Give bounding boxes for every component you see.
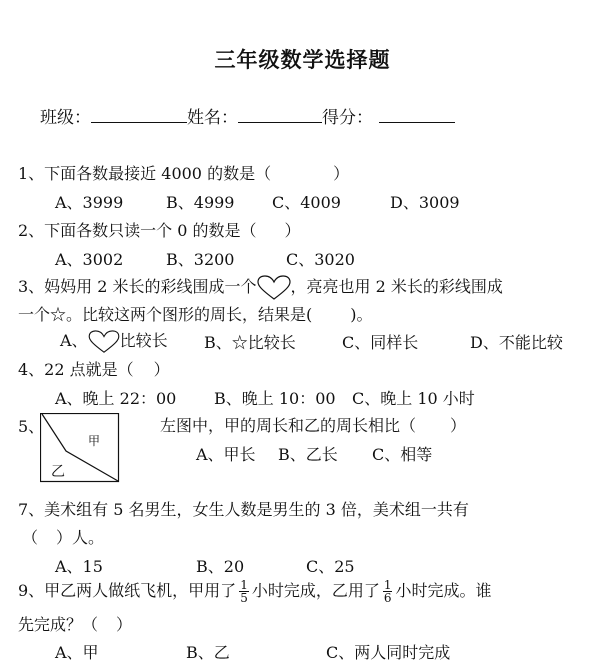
question-2-text: 2、下面各数只读一个 0 的数是（: [18, 221, 257, 240]
question-4-option-c: C、晚上 10 小时: [352, 389, 475, 408]
question-9-option-a: A、甲: [55, 643, 99, 662]
question-9-line-1: 9、甲乙两人做纸飞机，甲用了 $\frac{1}{5}$ 小时完成，乙用了 $\frac{1}{6}$ 小时完成。谁: [18, 578, 492, 605]
question-1-option-c: C、4009: [272, 193, 341, 212]
question-4-option-b: B、晚上 10：00: [214, 389, 336, 408]
question-4-text: 4、22 点就是（: [18, 360, 134, 379]
question-7-option-a: A、15: [55, 557, 103, 576]
question-5-option-b: B、乙长: [278, 445, 338, 464]
question-2-option-a: A、3002: [55, 250, 124, 269]
question-5-text: 左图中，甲的周长和乙的周长相比（ ）: [160, 416, 467, 435]
question-9-line-2: 先完成？（ ）: [18, 615, 133, 634]
question-3-line-1: 3、妈妈用 2 米长的彩线围成一个 ，亮亮也用 2 米长的彩线围成: [18, 274, 503, 301]
score-label: 得分：: [322, 108, 373, 128]
question-1-option-a: A、3999: [55, 193, 124, 212]
question-1: 1、下面各数最接近 4000 的数是（ ）: [18, 164, 350, 183]
page-title: 三年级数学选择题: [214, 47, 391, 72]
class-label: 班级：: [40, 108, 91, 128]
name-blank[interactable]: [238, 108, 322, 123]
question-9-option-c: C、两人同时完成: [326, 643, 451, 662]
question-3-option-d: D、不能比较: [470, 333, 563, 352]
question-7-line-1: 7、美术组有 5 名男生，女生人数是男生的 3 倍，美术组一共有: [18, 500, 469, 519]
question-4: 4、22 点就是（ ）: [18, 360, 170, 379]
fraction-one-fifth: $\frac{1}{5}$: [240, 578, 248, 605]
question-9-option-b: B、乙: [186, 643, 230, 662]
question-5-option-a: A、甲长: [196, 445, 256, 464]
question-4-option-a: A、晚上 22：00: [55, 389, 177, 408]
question-3-line-2: 一个☆。比较这两个图形的周长，结果是( )。: [18, 305, 373, 324]
question-3-option-c: C、同样长: [342, 333, 419, 352]
question-7-option-c: C、25: [306, 557, 355, 576]
heart-icon: [88, 330, 120, 354]
question-1-option-d: D、3009: [390, 193, 460, 212]
question-1-option-b: B、4999: [166, 193, 235, 212]
fraction-one-sixth: $\frac{1}{6}$: [383, 578, 392, 605]
question-2-option-b: B、3200: [166, 250, 235, 269]
question-2: 2、下面各数只读一个 0 的数是（ ）: [18, 221, 301, 240]
name-label: 姓名：: [187, 108, 238, 128]
score-blank[interactable]: [379, 108, 455, 123]
class-blank[interactable]: [91, 108, 187, 123]
student-info-row: [40, 103, 455, 128]
question-7-line-2: （ ）人。: [22, 528, 105, 547]
question-5-number: 5、: [18, 417, 45, 436]
heart-icon: [257, 275, 291, 301]
label-yi: 乙: [51, 464, 65, 480]
question-2-option-c: C、3020: [286, 250, 355, 269]
question-3-option-a: A、 比较长: [60, 328, 168, 354]
question-3-option-b: B、☆比较长: [204, 333, 296, 352]
label-jia: 甲: [88, 434, 101, 448]
question-1-text: 1、下面各数最接近 4000 的数是（: [18, 164, 272, 183]
question-7-option-b: B、20: [196, 557, 245, 576]
question-5-option-c: C、相等: [372, 445, 433, 464]
